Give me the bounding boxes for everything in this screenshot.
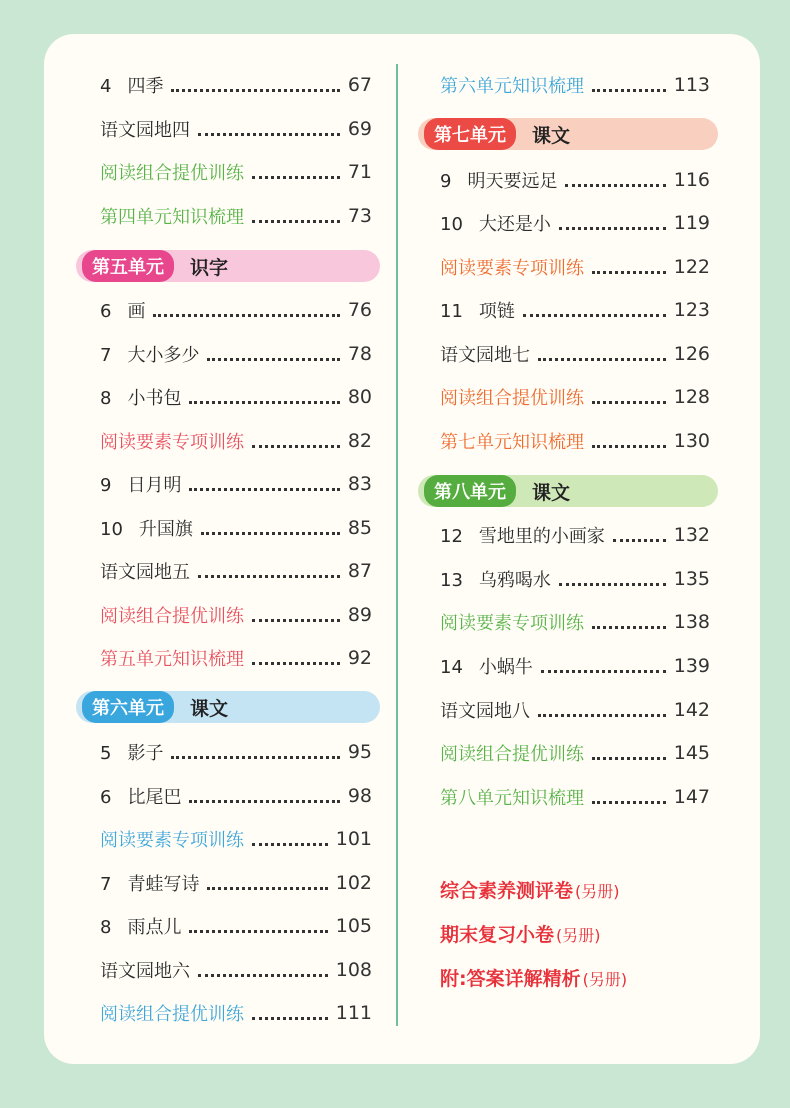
page-number: 122: [673, 256, 710, 278]
toc-entry[interactable]: 13 乌鸦喝水 135: [440, 568, 710, 591]
column-divider: [396, 64, 398, 1026]
extra-item[interactable]: 期末复习小卷 (另册): [440, 924, 601, 946]
dot-leader: [189, 478, 339, 491]
toc-entry[interactable]: 10 大还是小 119: [440, 212, 710, 235]
page-number: 83: [347, 473, 372, 495]
page-number: 111: [335, 1002, 372, 1024]
toc-entry[interactable]: 6 画 76: [100, 299, 372, 322]
page-number: 102: [335, 872, 372, 894]
extra-item[interactable]: 综合素养测评卷 (另册): [440, 880, 620, 902]
toc-entry[interactable]: 语文园地四 69: [100, 118, 372, 141]
page-number: 108: [335, 959, 372, 981]
page-number: 113: [673, 74, 710, 96]
toc-entry[interactable]: 第七单元知识梳理 130: [440, 430, 710, 453]
dot-leader: [252, 1007, 328, 1020]
dot-leader: [198, 123, 340, 136]
dot-leader: [198, 565, 340, 578]
dot-leader: [592, 261, 666, 274]
toc-entry[interactable]: 阅读组合提优训练 71: [100, 161, 372, 184]
toc-entry[interactable]: 语文园地五 87: [100, 560, 372, 583]
page-number: 132: [673, 524, 710, 546]
page-number: 147: [673, 786, 710, 808]
page-number: 128: [673, 386, 710, 408]
page-number: 87: [347, 560, 372, 582]
toc-entry[interactable]: 7 大小多少 78: [100, 343, 372, 366]
toc-entry[interactable]: 9 日月明 83: [100, 473, 372, 496]
dot-leader: [592, 791, 666, 804]
dot-leader: [198, 964, 328, 977]
dot-leader: [207, 877, 327, 890]
toc-entry[interactable]: 8 雨点儿 105: [100, 915, 372, 938]
page-number: 142: [673, 699, 710, 721]
dot-leader: [592, 616, 666, 629]
dot-leader: [171, 746, 339, 759]
dot-leader: [207, 348, 339, 361]
dot-leader: [538, 348, 666, 361]
page-number: 139: [673, 655, 710, 677]
toc-entry[interactable]: 阅读要素专项训练 138: [440, 611, 710, 634]
page-number: 73: [347, 205, 372, 227]
page-number: 85: [347, 517, 372, 539]
page-number: 78: [347, 343, 372, 365]
page-number: 101: [335, 828, 372, 850]
unit-type: 课文: [532, 481, 571, 504]
toc-entry[interactable]: 8 小书包 80: [100, 386, 372, 409]
dot-leader: [565, 174, 665, 187]
toc-entry[interactable]: 阅读组合提优训练 111: [100, 1002, 372, 1025]
dot-leader: [153, 304, 339, 317]
page-number: 123: [673, 299, 710, 321]
toc-entry[interactable]: 4 四季 67: [100, 74, 372, 97]
page-number: 92: [347, 647, 372, 669]
toc-entry[interactable]: 第八单元知识梳理 147: [440, 786, 710, 809]
dot-leader: [592, 747, 666, 760]
unit-type: 课文: [190, 697, 229, 720]
page-number: 130: [673, 430, 710, 452]
unit-badge: 第五单元: [82, 250, 174, 282]
page-number: 126: [673, 343, 710, 365]
toc-entry[interactable]: 11 项链 123: [440, 299, 710, 322]
unit-header-6: [76, 691, 380, 723]
toc-entry[interactable]: 9 明天要远足 116: [440, 169, 710, 192]
toc-entry[interactable]: 10 升国旗 85: [100, 517, 372, 540]
page-number: 89: [347, 604, 372, 626]
toc-entry[interactable]: 阅读组合提优训练 89: [100, 604, 372, 627]
unit-header-5: [76, 250, 380, 282]
dot-leader: [613, 529, 666, 542]
page-number: 80: [347, 386, 372, 408]
dot-leader: [252, 435, 340, 448]
dot-leader: [592, 391, 666, 404]
dot-leader: [538, 704, 666, 717]
dot-leader: [559, 217, 666, 230]
toc-entry[interactable]: 14 小蜗牛 139: [440, 655, 710, 678]
dot-leader: [189, 920, 327, 933]
page-number: 105: [335, 915, 372, 937]
dot-leader: [252, 652, 340, 665]
dot-leader: [189, 391, 339, 404]
dot-leader: [252, 166, 340, 179]
toc-entry[interactable]: 7 青蛙写诗 102: [100, 872, 372, 895]
page-number: 135: [673, 568, 710, 590]
toc-entry[interactable]: 阅读要素专项训练 122: [440, 256, 710, 279]
toc-entry[interactable]: 第四单元知识梳理 73: [100, 205, 372, 228]
toc-entry[interactable]: 阅读要素专项训练 101: [100, 828, 372, 851]
page-number: 145: [673, 742, 710, 764]
toc-entry[interactable]: 阅读组合提优训练 145: [440, 742, 710, 765]
dot-leader: [559, 573, 666, 586]
dot-leader: [592, 79, 666, 92]
toc-entry[interactable]: 6 比尾巴 98: [100, 785, 372, 808]
dot-leader: [541, 660, 666, 673]
unit-type: 课文: [532, 124, 571, 147]
page-number: 116: [673, 169, 710, 191]
dot-leader: [252, 210, 340, 223]
page-number: 76: [347, 299, 372, 321]
toc-entry[interactable]: 语文园地七 126: [440, 343, 710, 366]
dot-leader: [189, 790, 339, 803]
dot-leader: [523, 304, 666, 317]
page-number: 82: [347, 430, 372, 452]
dot-leader: [171, 79, 339, 92]
toc-entry[interactable]: 第五单元知识梳理 92: [100, 647, 372, 670]
unit-badge: 第六单元: [82, 691, 174, 723]
page-number: 119: [673, 212, 710, 234]
page-number: 71: [347, 161, 372, 183]
toc-entry[interactable]: 语文园地八 142: [440, 699, 710, 722]
unit-header-8: [418, 475, 718, 507]
page-number: 138: [673, 611, 710, 633]
unit-header-7: [418, 118, 718, 150]
unit-type: 识字: [190, 256, 229, 279]
page-number: 69: [347, 118, 372, 140]
dot-leader: [252, 833, 328, 846]
dot-leader: [252, 609, 340, 622]
toc-entry[interactable]: 语文园地六 108: [100, 959, 372, 982]
extra-item[interactable]: 附:答案详解精析 (另册): [440, 968, 628, 990]
toc-entry[interactable]: 阅读组合提优训练 128: [440, 386, 710, 409]
unit-badge: 第七单元: [424, 118, 516, 150]
toc-entry[interactable]: 5 影子 95: [100, 741, 372, 764]
dot-leader: [201, 522, 340, 535]
page-number: 98: [347, 785, 372, 807]
toc-entry[interactable]: 阅读要素专项训练 82: [100, 430, 372, 453]
page-number: 67: [347, 74, 372, 96]
toc-entry[interactable]: 12 雪地里的小画家 132: [440, 524, 710, 547]
page-number: 95: [347, 741, 372, 763]
dot-leader: [592, 435, 666, 448]
toc-entry[interactable]: 第六单元知识梳理 113: [440, 74, 710, 97]
unit-badge: 第八单元: [424, 475, 516, 507]
